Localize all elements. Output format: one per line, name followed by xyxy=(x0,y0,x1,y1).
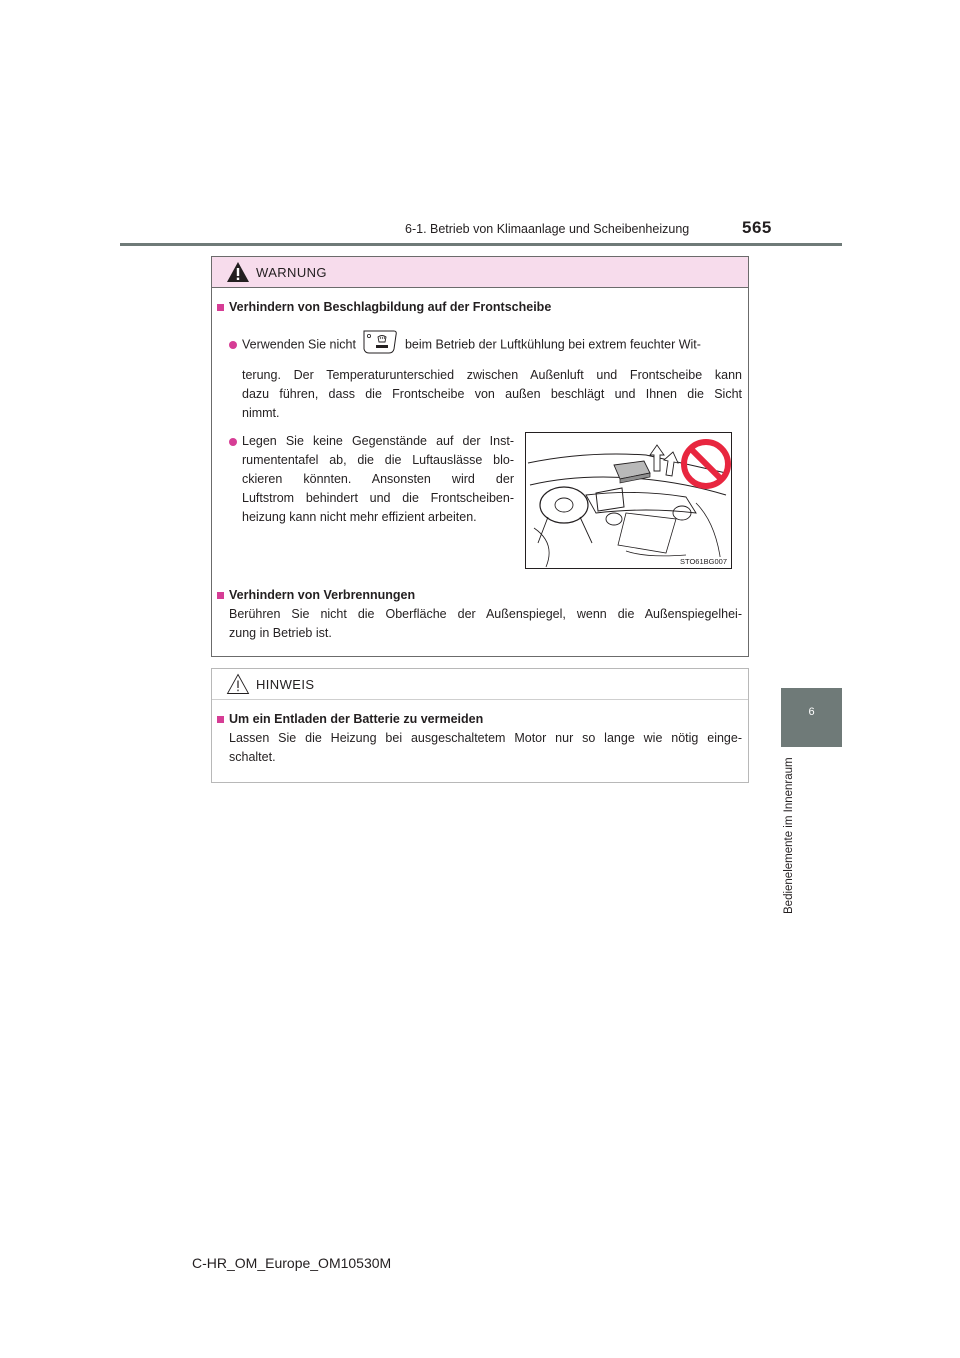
front-defroster-button-icon xyxy=(361,329,399,355)
section2-line-2: zung in Betrieb ist. xyxy=(229,626,332,640)
warning-title: WARNUNG xyxy=(256,265,327,280)
bullet-dot-icon xyxy=(229,341,237,349)
page-number: 565 xyxy=(742,218,772,237)
bullet1-line-4: nimmt. xyxy=(242,406,280,420)
dashboard-drawing xyxy=(526,433,731,568)
warning-section1-heading: Verhindern von Beschlagbildung auf der Frontscheibe xyxy=(229,300,552,314)
bullet1-line-3: dazu führen, dass die Frontscheibe von außen beschlägt und Ihnen die Sicht xyxy=(242,387,742,401)
warning-bullet1-first-line xyxy=(242,335,742,355)
section-square-icon xyxy=(217,304,224,311)
chapter-tab xyxy=(781,688,842,747)
dashboard-illustration xyxy=(525,432,732,569)
chapter-label: Bedienelemente im Innenraum xyxy=(783,757,795,914)
document-code: C-HR_OM_Europe_OM10530M xyxy=(192,1255,392,1271)
bullet1-text-after: beim Betrieb der Luftkühlung bei extrem feuchter Wit- xyxy=(404,337,701,352)
bullet-dot-icon xyxy=(229,438,237,446)
figure-code: STO61BG007 xyxy=(680,557,727,566)
chapter-number: 6 xyxy=(808,706,815,718)
notice-title: HINWEIS xyxy=(256,677,315,692)
notice-line-2: schaltet. xyxy=(229,750,276,764)
section-title: 6-1. Betrieb von Klimaanlage und Scheibenheizung xyxy=(405,222,690,236)
caution-triangle-outline-icon xyxy=(226,673,250,695)
notice-line-1: Lassen Sie die Heizung bei ausgeschaltetem Motor nur so lange wie nötig einge- xyxy=(229,731,742,745)
notice-header xyxy=(212,669,748,700)
section-square-icon xyxy=(217,592,224,599)
bullet2-line-3: ckieren könnten. Ansonsten wird der xyxy=(242,472,514,486)
header-rule xyxy=(120,243,842,246)
bullet2-line-2: rumententafel ab, die die Luftauslässe blo- xyxy=(242,453,514,467)
section2-line-1: Berühren Sie nicht die Oberfläche der Außenspiegel, wenn die Außenspiegelhei- xyxy=(229,607,742,621)
warning-section2-heading: Verhindern von Verbrennungen xyxy=(229,588,416,602)
section-square-icon xyxy=(217,716,224,723)
bullet1-line-2: terung. Der Temperaturunterschied zwischen Außenluft und Frontscheibe kann xyxy=(242,368,742,382)
bullet2-line-5: heizung kann nicht mehr effizient arbeiten. xyxy=(242,510,477,524)
notice-heading: Um ein Entladen der Batterie zu vermeiden xyxy=(229,712,484,726)
warning-triangle-icon xyxy=(226,261,250,283)
bullet2-line-1: Legen Sie keine Gegenstände auf der Inst- xyxy=(242,434,514,448)
bullet2-line-4: Luftstrom behindert und die Frontscheiben- xyxy=(242,491,514,505)
bullet1-text-before: Verwenden Sie nicht xyxy=(242,337,356,352)
warning-header xyxy=(212,257,748,288)
